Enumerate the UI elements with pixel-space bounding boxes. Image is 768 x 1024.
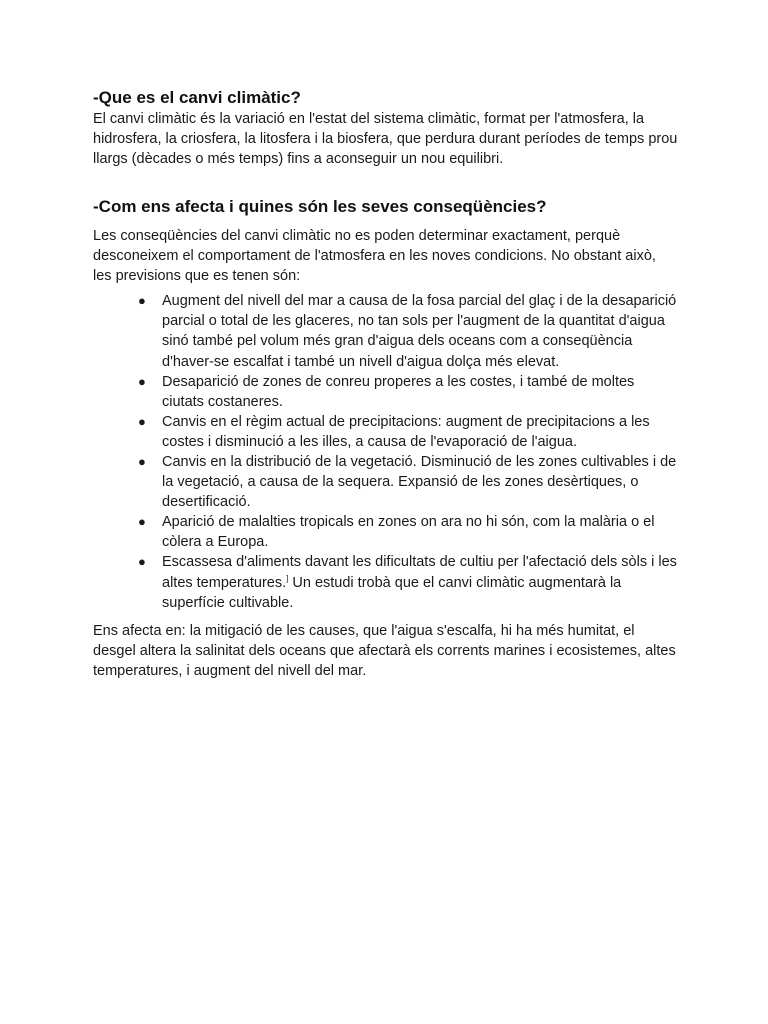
bullet-icon: ● — [138, 413, 146, 429]
list-item — [138, 412, 678, 452]
footnote-marker[interactable]: ] — [286, 573, 289, 583]
list-item — [138, 291, 678, 371]
list-item-text-before-footnote: Escassesa d'aliments davant les dificultats de cultiu per l'afectació dels sòls i les altes temperatures. — [162, 554, 677, 591]
bullet-icon: ● — [138, 373, 146, 389]
list-item — [138, 452, 678, 512]
list-item-text: Canvis en el règim actual de precipitacions: augment de precipitacions a les costes i disminució a les illes, a causa de l'evaporació de l'aigua. — [162, 413, 650, 450]
section-heading-what-is-climate-change: -Que es el canvi climàtic? — [93, 88, 301, 107]
definition-paragraph: El canvi climàtic és la variació en l'estat del sistema climàtic, format per l'atmosfera, la hidrosfera, la criosfera, la litosfera i la biosfera, que perdura durant períodes de temps prou llargs (dècades o més temps) fins a aconseguir un nou equilibri. — [93, 111, 678, 168]
list-item-text: Desaparició de zones de conreu properes a les costes, i també de moltes ciutats costaneres. — [162, 373, 635, 410]
bullet-icon: ● — [138, 293, 146, 309]
list-item — [138, 372, 678, 412]
consequences-list — [93, 291, 678, 613]
bullet-icon: ● — [138, 453, 146, 469]
list-item — [138, 512, 678, 552]
list-item — [138, 552, 678, 612]
section-heading-consequences: -Com ens afecta i quines són les seves conseqüències? — [93, 196, 547, 216]
bullet-icon: ● — [138, 514, 146, 530]
consequences-intro-paragraph: Les conseqüències del canvi climàtic no es poden determinar exactament, perquè desconeixem el comportament de l'atmosfera en les noves condicions. No obstant això, les previsions que es tenen són: — [93, 227, 656, 285]
list-item-text: Aparició de malalties tropicals en zones on ara no hi són, com la malària o el còlera a Europa. — [162, 514, 655, 551]
list-item-text-after-footnote: Un estudi trobà que el canvi climàtic augmentarà la superfície cultivable. — [162, 574, 622, 611]
list-item-text: Canvis en la distribució de la vegetació. Disminució de les zones cultivables i de la vegetació, a causa de la sequera. Expansió de les zones desèrtiques, o desertificació. — [162, 453, 677, 511]
list-item-text: Augment del nivell del mar a causa de la fosa parcial del glaç i de la desaparició parcial o total de les glaceres, no tan sols per l'augment de la quantitat d'aigua sinó també pel volum més gran d'aigua dels oceans com a conseqüència d'haver-se escalfat i també un nivell d'aigua dolça més elevat. — [162, 293, 677, 370]
closing-paragraph: Ens afecta en: la mitigació de les causes, que l'aigua s'escalfa, hi ha més humitat, el desgel altera la salinitat dels oceans que afectarà els corrents marines i ecosistemes, altes temperatures, i augment del nivell del mar. — [93, 622, 676, 680]
bullet-icon: ● — [138, 554, 146, 570]
